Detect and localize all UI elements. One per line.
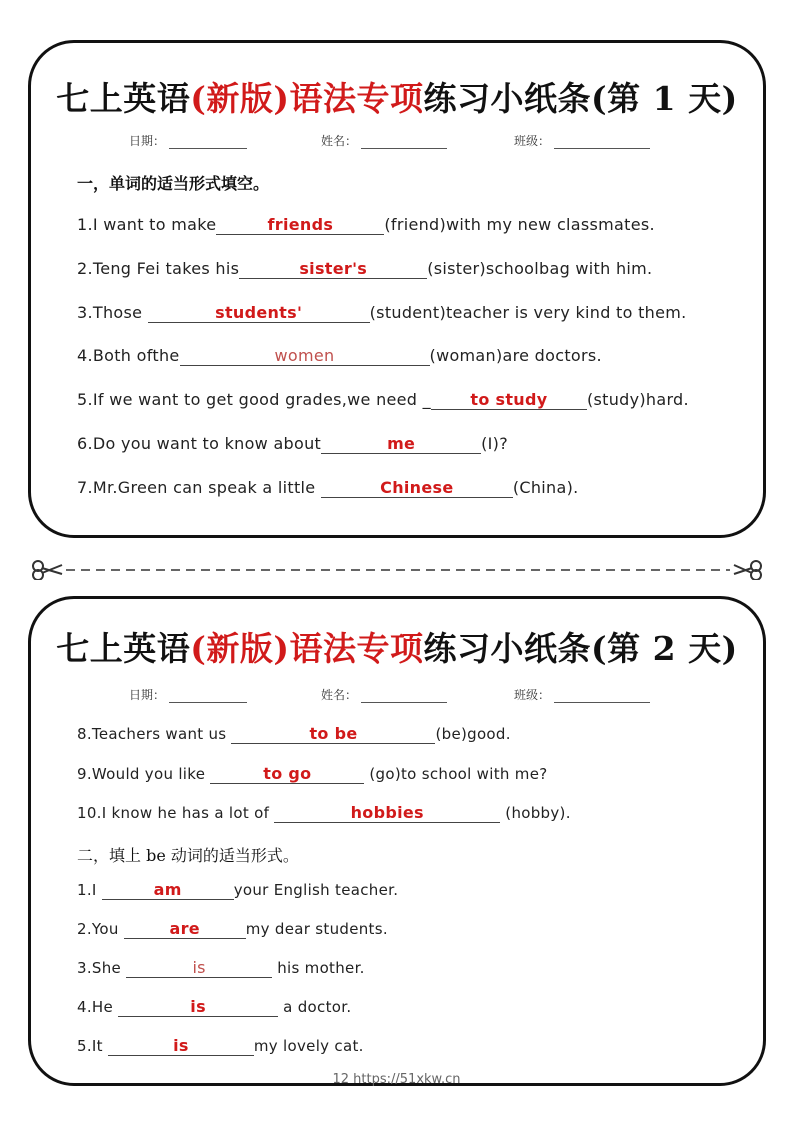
- answer-blank[interactable]: Chinese: [321, 479, 513, 498]
- class-label: 班级：: [514, 134, 551, 148]
- question-text: (student)teacher is very kind to them.: [369, 303, 687, 322]
- date-blank[interactable]: [169, 688, 247, 703]
- question-text: 1.I: [77, 881, 102, 899]
- question-text: 5.It: [77, 1037, 108, 1055]
- question-text: (woman)are doctors.: [429, 346, 602, 365]
- question-text: a doctor.: [278, 998, 352, 1016]
- scissors-icon: [33, 561, 62, 580]
- question-text: 1.I want to make: [77, 215, 217, 234]
- answer-blank[interactable]: am: [102, 881, 234, 900]
- question-text: 6.Do you want to know about: [77, 434, 322, 453]
- answer-blank[interactable]: sister's: [239, 260, 427, 279]
- cut-line: [0, 560, 793, 580]
- answer-blank[interactable]: is: [126, 959, 272, 978]
- date-field: [129, 686, 247, 703]
- title-day2: [31, 623, 763, 670]
- class-field: [514, 686, 650, 703]
- title-prefix: 七上英语: [56, 629, 191, 668]
- title-suffix: 练习小纸条(第 1 天): [423, 79, 738, 118]
- worksheet-day2: [28, 596, 766, 1086]
- question-text: 9.Would you like: [77, 765, 211, 783]
- class-blank[interactable]: [554, 134, 650, 149]
- question-7: [77, 478, 579, 498]
- question-text: 2.Teng Fei takes his: [77, 259, 240, 278]
- be-question-1: [77, 881, 398, 900]
- page-footer: 12 https://51xkw.cn: [332, 1072, 461, 1087]
- answer-blank[interactable]: friends: [216, 216, 384, 235]
- question-text: 4.He: [77, 998, 119, 1016]
- question-4: [77, 346, 602, 366]
- be-question-5: [77, 1037, 364, 1056]
- answer-blank[interactable]: are: [124, 920, 246, 939]
- date-label: 日期：: [129, 688, 166, 702]
- question-text: 5.If we want to get good grades,we need _: [77, 390, 431, 409]
- question-text: his mother.: [272, 959, 365, 977]
- question-text: (hobby).: [500, 804, 571, 822]
- title-suffix: 练习小纸条(第 2 天): [423, 629, 738, 668]
- question-text: 10.I know he has a lot of: [77, 804, 275, 822]
- name-field: [321, 686, 447, 703]
- question-text: (be)good.: [435, 725, 511, 743]
- answer-blank[interactable]: to go: [210, 765, 364, 784]
- question-10: [77, 804, 571, 823]
- class-field: [514, 132, 650, 149]
- question-text: 3.She: [77, 959, 127, 977]
- answer-blank[interactable]: me: [321, 435, 481, 454]
- question-text: (go)to school with me?: [364, 765, 548, 783]
- question-5: [77, 390, 689, 410]
- question-8: [77, 725, 511, 744]
- name-blank[interactable]: [361, 688, 447, 703]
- answer-blank[interactable]: students': [148, 304, 370, 323]
- question-text: 7.Mr.Green can speak a little: [77, 478, 321, 497]
- date-label: 日期：: [129, 134, 166, 148]
- question-1: [77, 215, 655, 235]
- title-prefix: 七上英语: [56, 79, 191, 118]
- question-text: 2.You: [77, 920, 124, 938]
- be-question-4: [77, 998, 351, 1017]
- question-text: your English teacher.: [233, 881, 399, 899]
- question-9: [77, 765, 547, 784]
- class-label: 班级：: [514, 688, 551, 702]
- name-label: 姓名：: [321, 688, 358, 702]
- answer-blank[interactable]: to study: [431, 391, 587, 410]
- question-text: (study)hard.: [586, 390, 689, 409]
- question-text: (friend)with my new classmates.: [384, 215, 655, 234]
- date-blank[interactable]: [169, 134, 247, 149]
- answer-blank[interactable]: is: [118, 998, 278, 1017]
- class-blank[interactable]: [554, 688, 650, 703]
- be-question-2: [77, 920, 388, 939]
- answer-blank[interactable]: hobbies: [274, 804, 500, 823]
- question-text: 8.Teachers want us: [77, 725, 232, 743]
- name-label: 姓名：: [321, 134, 358, 148]
- worksheet-day1: [28, 40, 766, 538]
- title-highlight: (新版)语法专项: [190, 79, 424, 118]
- date-field: [129, 132, 247, 149]
- scissors-icon: [734, 561, 761, 580]
- section-title-1: 一，单词的适当形式填空。: [77, 174, 270, 193]
- question-text: 3.Those: [77, 303, 148, 322]
- question-text: (sister)schoolbag with him.: [427, 259, 653, 278]
- answer-blank[interactable]: to be: [231, 725, 435, 744]
- answer-blank[interactable]: women: [180, 347, 430, 366]
- question-text: my dear students.: [245, 920, 388, 938]
- answer-blank[interactable]: is: [108, 1037, 254, 1056]
- name-blank[interactable]: [361, 134, 447, 149]
- name-field: [321, 132, 447, 149]
- title-highlight: (新版)语法专项: [190, 629, 424, 668]
- question-text: (I)?: [481, 434, 509, 453]
- question-6: [77, 434, 508, 454]
- question-2: [77, 259, 652, 279]
- section-title-2: 二，填上 be 动词的适当形式。: [77, 846, 299, 865]
- question-text: (China).: [512, 478, 579, 497]
- title-day1: [31, 73, 763, 120]
- question-text: my lovely cat.: [253, 1037, 364, 1055]
- be-question-3: [77, 959, 365, 978]
- question-text: 4.Both ofthe: [77, 346, 180, 365]
- question-3: [77, 303, 687, 323]
